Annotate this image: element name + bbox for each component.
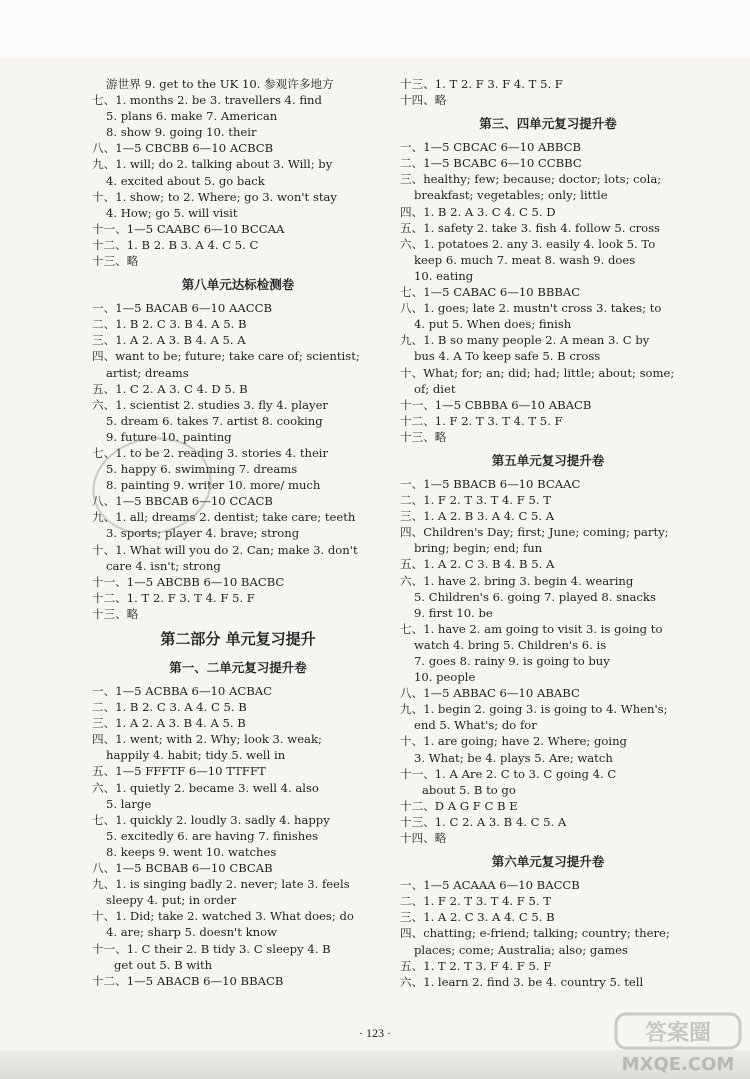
section-heading: 第一、二单元复习提升卷 [169,660,307,675]
answer-line: 十一、1. C their 2. B tidy 3. C sleepy 4. B [92,941,331,956]
answer-line: 一、1—5 BACAB 6—10 AACCB [92,301,272,316]
answer-line: 四、Children's Day; first; June; coming; party; [400,525,669,540]
answer-line: end 5. What's; do for [414,718,537,733]
answer-line: 7. goes 8. rainy 9. is going to buy [414,654,610,668]
answer-line: 十、1. What will you do 2. Can; make 3. don't [92,542,358,557]
answer-line: 9. first 10. be [414,605,493,620]
answer-line: breakfast; vegetables; only; little [414,188,608,203]
answer-line: 三、healthy; few; because; doctor; lots; cola; [400,172,662,187]
answer-line: 八、1—5 CBCBB 6—10 ACBCB [92,141,274,156]
answer-line: of; diet [414,381,456,396]
answer-line: 游世界 9. get to the UK 10. 参观许多地方 [106,77,334,91]
answer-line: happily 4. habit; tidy 5. well in [106,748,286,763]
answer-line: 十三、略 [92,606,139,621]
answer-line: 五、1. C 2. A 3. C 4. D 5. B [92,381,248,396]
page-number: · 123 · [359,1026,391,1040]
answer-line: 五、1—5 FFFTF 6—10 TTFFT [92,764,266,779]
answer-line: 十二、1. T 2. F 3. T 4. F 5. F [92,590,255,605]
answer-line: 六、1. scientist 2. studies 3. fly 4. player [92,397,328,412]
answer-line: 十一、1—5 ABCBB 6—10 BACBC [92,574,285,589]
answer-line: 10. eating [414,268,474,283]
answer-line: 3. sports; player 4. brave; strong [106,526,300,541]
answer-line: 四、1. B 2. A 3. C 4. C 5. D [400,204,556,219]
answer-line: 九、1. will; do 2. talking about 3. Will; by [92,157,333,172]
watermark-logo [608,1008,748,1078]
answer-line: sleepy 4. put; in order [106,893,237,908]
answer-line: 七、1—5 CABAC 6—10 BBBAC [400,285,581,300]
answer-line: 十、1. show; to 2. Where; go 3. won't stay [92,189,337,204]
answer-line: 七、1. to be 2. reading 3. stories 4. their [92,445,329,460]
answer-line: 十、1. are going; have 2. Where; going [400,734,627,749]
answer-line: 3. What; be 4. plays 5. Are; watch [414,750,613,765]
answer-line: 四、1. went; with 2. Why; look 3. weak; [92,732,322,747]
svg-text:答案圈: 答案圈 [644,1021,712,1046]
answer-line: 4. How; go 5. will visit [106,205,238,220]
section-heading: 第八单元达标检测卷 [181,277,295,293]
answer-line: 5. plans 6. make 7. American [106,109,278,124]
answer-line: 十四、略 [400,93,447,108]
answer-line: 5. dream 6. takes 7. artist 8. cooking [106,413,323,428]
answer-line: bring; begin; end; fun [414,541,543,556]
answer-line: watch 4. bring 5. Children's 6. is [414,637,607,652]
answer-line: 十四、略 [400,831,447,846]
answer-line: 二、1. B 2. C 3. A 4. C 5. B [92,700,247,715]
answer-line: 十三、1. C 2. A 3. B 4. C 5. A [400,814,567,829]
answer-line: 5. excitedly 6. are having 7. finishes [106,828,319,843]
answer-line: 十三、略 [92,254,139,269]
answer-line: 十二、1. B 2. B 3. A 4. C 5. C [92,237,259,252]
answer-line: 四、chatting; e-friend; talking; country; there; [400,926,670,941]
answer-line: 四、want to be; future; take care of; scientist; [92,349,360,364]
answer-line: 七、1. quickly 2. loudly 3. sadly 4. happy [92,812,330,827]
answer-line: 六、1. have 2. bring 3. begin 4. wearing [400,573,634,588]
answer-line: 八、1—5 ABBAC 6—10 ABABC [400,686,580,701]
answer-line: 八、1—5 BCBAB 6—10 CBCAB [92,861,273,876]
answer-line: 5. happy 6. swimming 7. dreams [106,462,298,477]
answer-line: 8. show 9. going 10. their [106,125,257,140]
answer-line: 十一、1. A Are 2. C to 3. C going 4. C [400,766,617,781]
answer-line: about 5. B to go [422,782,516,797]
answer-line: artist; dreams [106,365,189,380]
answer-line: 九、1. is singing badly 2. never; late 3. feels [92,877,350,892]
answer-line: 六、1. quietly 2. became 3. well 4. also [92,780,319,795]
answer-line: 八、1. goes; late 2. mustn't cross 3. takes; to [400,301,662,316]
answer-line: 九、1. begin 2. going 3. is going to 4. When's; [400,702,668,717]
answer-line: 三、1. A 2. C 3. A 4. C 5. B [400,910,555,925]
answer-line: 十三、1. T 2. F 3. F 4. T 5. F [400,77,563,91]
answer-line: 十二、D A G F C B E [400,798,518,813]
answer-line: 六、1. learn 2. find 3. be 4. country 5. tell [400,974,644,989]
answer-line: keep 6. much 7. meat 8. wash 9. does [414,252,636,267]
svg-text:MXQE.COM: MXQE.COM [621,1054,735,1075]
answer-line: bus 4. A To keep safe 5. B cross [414,349,601,364]
section-heading: 第三、四单元复习提升卷 [479,116,617,132]
answer-line: 8. keeps 9. went 10. watches [106,844,277,859]
answer-line: places; come; Australia; also; games [414,942,628,957]
answer-line: 十二、1. F 2. T 3. T 4. T 5. F [400,413,563,428]
answer-line: care 4. isn't; strong [106,558,221,573]
answer-line: 九、1. all; dreams 2. dentist; take care; teeth [92,510,356,525]
answer-line: 4. are; sharp 5. doesn't know [106,925,277,940]
answer-line: 9. future 10. painting [106,429,232,444]
answer-line: 一、1—5 ACBBA 6—10 ACBAC [92,684,272,698]
answer-line: 三、1. A 2. B 3. A 4. C 5. A [400,509,555,524]
answer-line: 10. people [414,670,476,685]
answer-line: 十、1. Did; take 2. watched 3. What does; do [92,909,354,924]
answer-line: 十一、1—5 CAABC 6—10 BCCAA [92,221,285,236]
part-heading: 第二部分 单元复习提升 [160,630,316,648]
answer-line: 七、1. months 2. be 3. travellers 4. find [92,93,322,108]
section-heading: 第五单元复习提升卷 [491,452,605,468]
answer-line: 十、What; for; an; did; had; little; about; some; [400,365,675,380]
answer-line: 三、1. A 2. A 3. B 4. A 5. A [92,333,246,348]
answer-line: 一、1—5 CBCAC 6—10 ABBCB [400,140,582,155]
section-heading: 第六单元复习提升卷 [491,854,605,870]
answer-line: 二、1. B 2. C 3. B 4. A 5. B [92,317,247,332]
answer-line: 十三、略 [400,429,447,444]
answer-line: 二、1—5 BCABC 6—10 CCBBC [400,156,582,171]
answer-line: get out 5. B with [114,957,213,972]
answer-line: 一、1—5 BBACB 6—10 BCAAC [400,476,581,491]
answer-line: 五、1. A 2. C 3. B 4. B 5. A [400,557,555,572]
top-margin [0,0,750,58]
right-column [400,76,696,990]
answer-line: 五、1. safety 2. take 3. fish 4. follow 5. cross [400,220,660,235]
answer-line: 一、1—5 ACAAA 6—10 BACCB [400,878,580,893]
answer-line: 8. painting 9. writer 10. more/ much [106,478,321,493]
answer-line: 4. put 5. When does; finish [414,317,572,332]
answer-line: 十一、1—5 CBBBA 6—10 ABACB [400,397,592,412]
answer-line: 十二、1—5 ABACB 6—10 BBACB [92,973,284,988]
answer-line: 八、1—5 BBCAB 6—10 CCACB [92,494,273,509]
answer-line: 九、1. B so many people 2. A mean 3. C by [400,333,650,348]
answer-line: 五、1. T 2. T 3. F 4. F 5. F [400,958,552,973]
answer-line: 5. Children's 6. going 7. played 8. snacks [414,589,656,604]
answer-line: 5. large [106,796,152,811]
answer-line: 六、1. potatoes 2. any 3. easily 4. look 5. To [400,236,656,251]
answer-line: 二、1. F 2. T 3. T 4. F 5. T [400,894,551,909]
answer-line: 二、1. F 2. T 3. T 4. F 5. T [400,493,551,508]
answer-line: 三、1. A 2. A 3. B 4. A 5. B [92,716,246,731]
answer-line: 七、1. have 2. am going to visit 3. is going to [400,621,663,636]
answer-line: 4. excited about 5. go back [106,173,265,188]
